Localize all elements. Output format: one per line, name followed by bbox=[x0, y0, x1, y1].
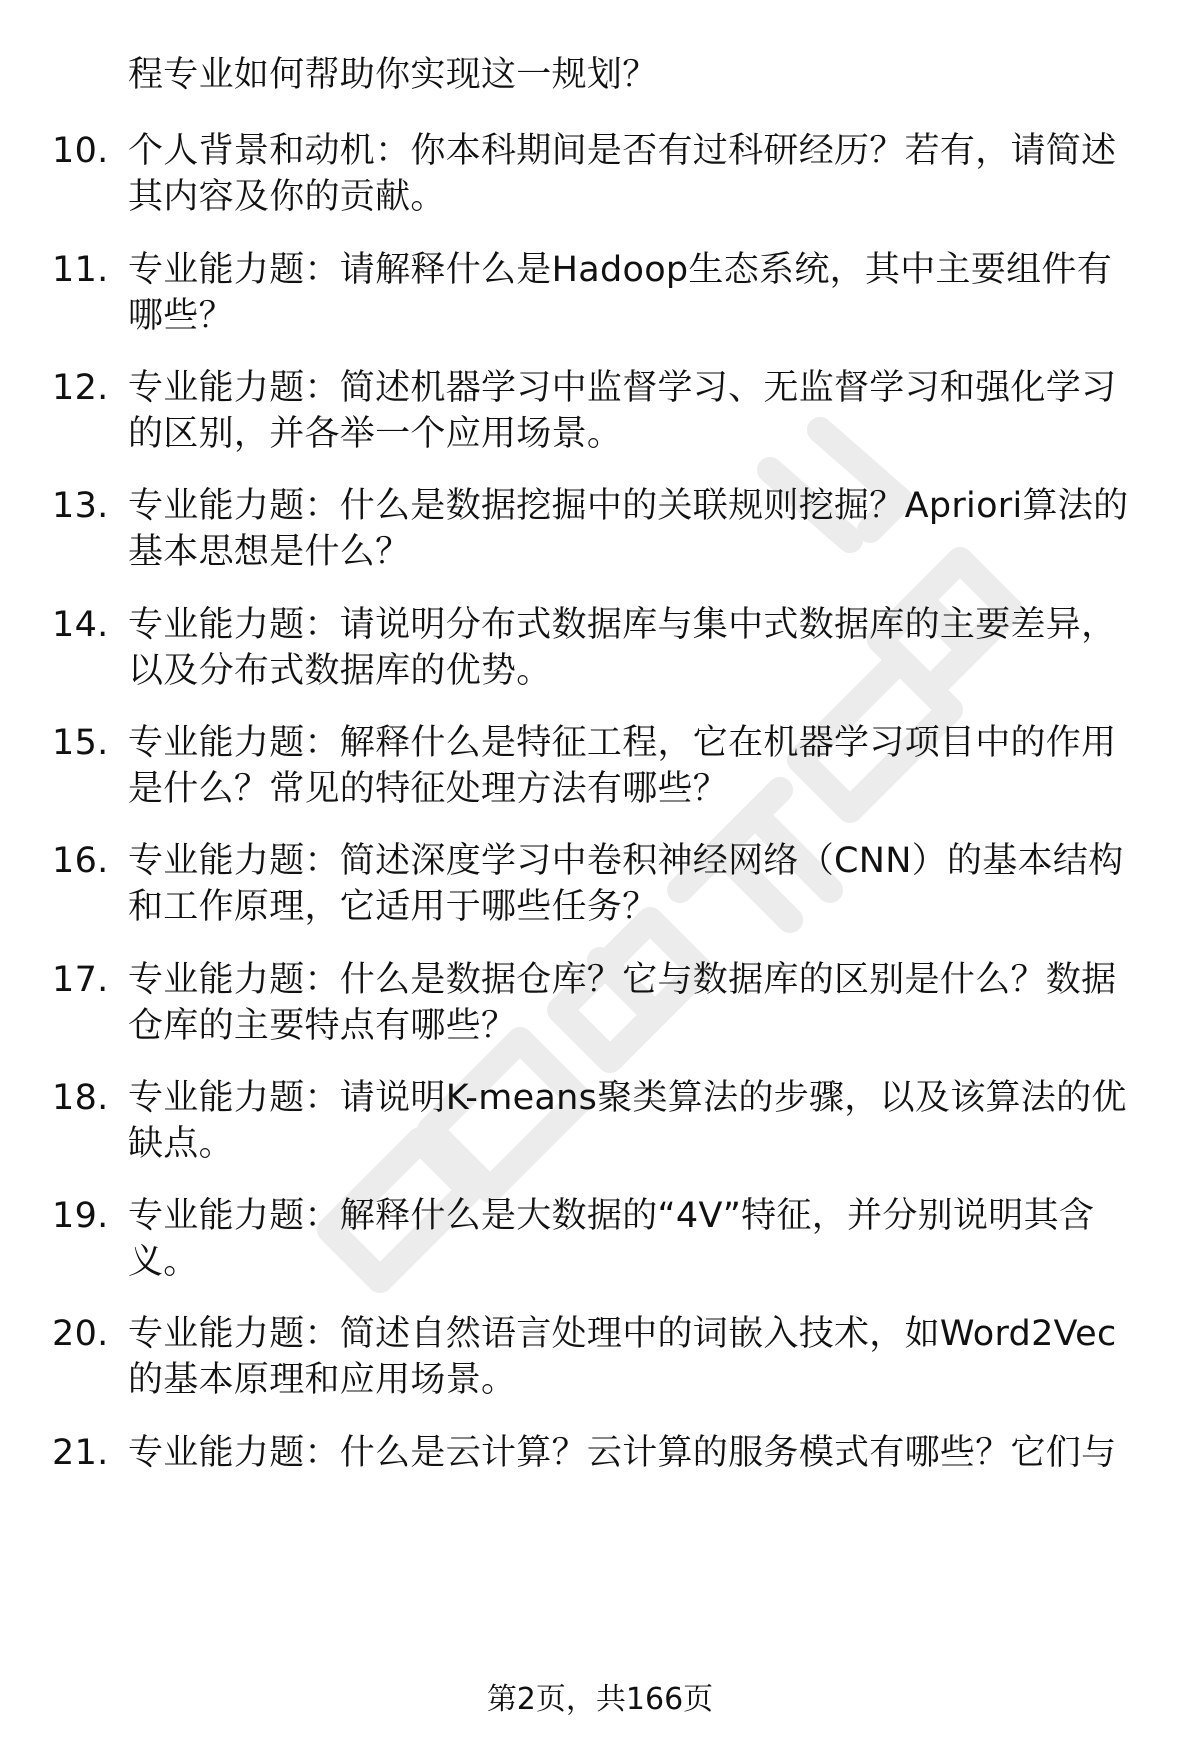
question-number: 11. bbox=[52, 250, 109, 290]
question-text: 专业能力题：请说明分布式数据库与集中式数据库的主要差异， bbox=[128, 605, 1117, 645]
question-text: 仓库的主要特点有哪些？ bbox=[128, 1006, 517, 1046]
question-number: 17. bbox=[52, 960, 109, 1000]
question-text: 缺点。 bbox=[128, 1124, 234, 1164]
question-number: 10. bbox=[52, 131, 109, 171]
question-number: 21. bbox=[52, 1433, 109, 1473]
question-text: 专业能力题：什么是云计算？云计算的服务模式有哪些？它们与 bbox=[128, 1433, 1117, 1473]
question-number: 18. bbox=[52, 1078, 109, 1118]
question-text: 义。 bbox=[128, 1242, 199, 1282]
question-number: 20. bbox=[52, 1314, 109, 1354]
question-text: 哪些？ bbox=[128, 296, 234, 336]
question-number: 13. bbox=[52, 486, 109, 526]
question-text: 是什么？常见的特征处理方法有哪些？ bbox=[128, 769, 729, 809]
question-text: 专业能力题：什么是数据仓库？它与数据库的区别是什么？数据 bbox=[128, 960, 1117, 1000]
question-text: 专业能力题：解释什么是特征工程，它在机器学习项目中的作用 bbox=[128, 723, 1117, 763]
question-number: 16. bbox=[52, 841, 109, 881]
question-number: 15. bbox=[52, 723, 109, 763]
question-text: 其内容及你的贡献。 bbox=[128, 177, 446, 217]
question-text: 的区别，并各举一个应用场景。 bbox=[128, 414, 623, 454]
continuation-line: 程专业如何帮助你实现这一规划？ bbox=[128, 55, 658, 95]
question-text: 基本思想是什么？ bbox=[128, 532, 411, 572]
question-number: 12. bbox=[52, 368, 109, 408]
question-text: 专业能力题：简述深度学习中卷积神经网络（CNN）的基本结构 bbox=[128, 841, 1124, 881]
question-number: 19. bbox=[52, 1196, 109, 1236]
question-text: 个人背景和动机：你本科期间是否有过科研经历？若有，请简述 bbox=[128, 131, 1117, 171]
page-number-footer: 第2页，共166页 bbox=[486, 1682, 714, 1717]
question-text: 专业能力题：简述自然语言处理中的词嵌入技术，如Word2Vec bbox=[128, 1314, 1117, 1354]
question-text: 专业能力题：简述机器学习中监督学习、无监督学习和强化学习 bbox=[128, 368, 1117, 408]
question-text: 以及分布式数据库的优势。 bbox=[128, 651, 552, 691]
question-text: 专业能力题：解释什么是大数据的“4V”特征，并分别说明其含 bbox=[128, 1196, 1095, 1236]
question-text: 专业能力题：请说明K-means聚类算法的步骤，以及该算法的优 bbox=[128, 1078, 1127, 1118]
question-text: 专业能力题：什么是数据挖掘中的关联规则挖掘？Apriori算法的 bbox=[128, 486, 1129, 526]
question-text: 专业能力题：请解释什么是Hadoop生态系统，其中主要组件有 bbox=[128, 250, 1113, 290]
question-text: 和工作原理，它适用于哪些任务？ bbox=[128, 887, 658, 927]
question-number: 14. bbox=[52, 605, 109, 645]
question-text: 的基本原理和应用场景。 bbox=[128, 1360, 517, 1400]
